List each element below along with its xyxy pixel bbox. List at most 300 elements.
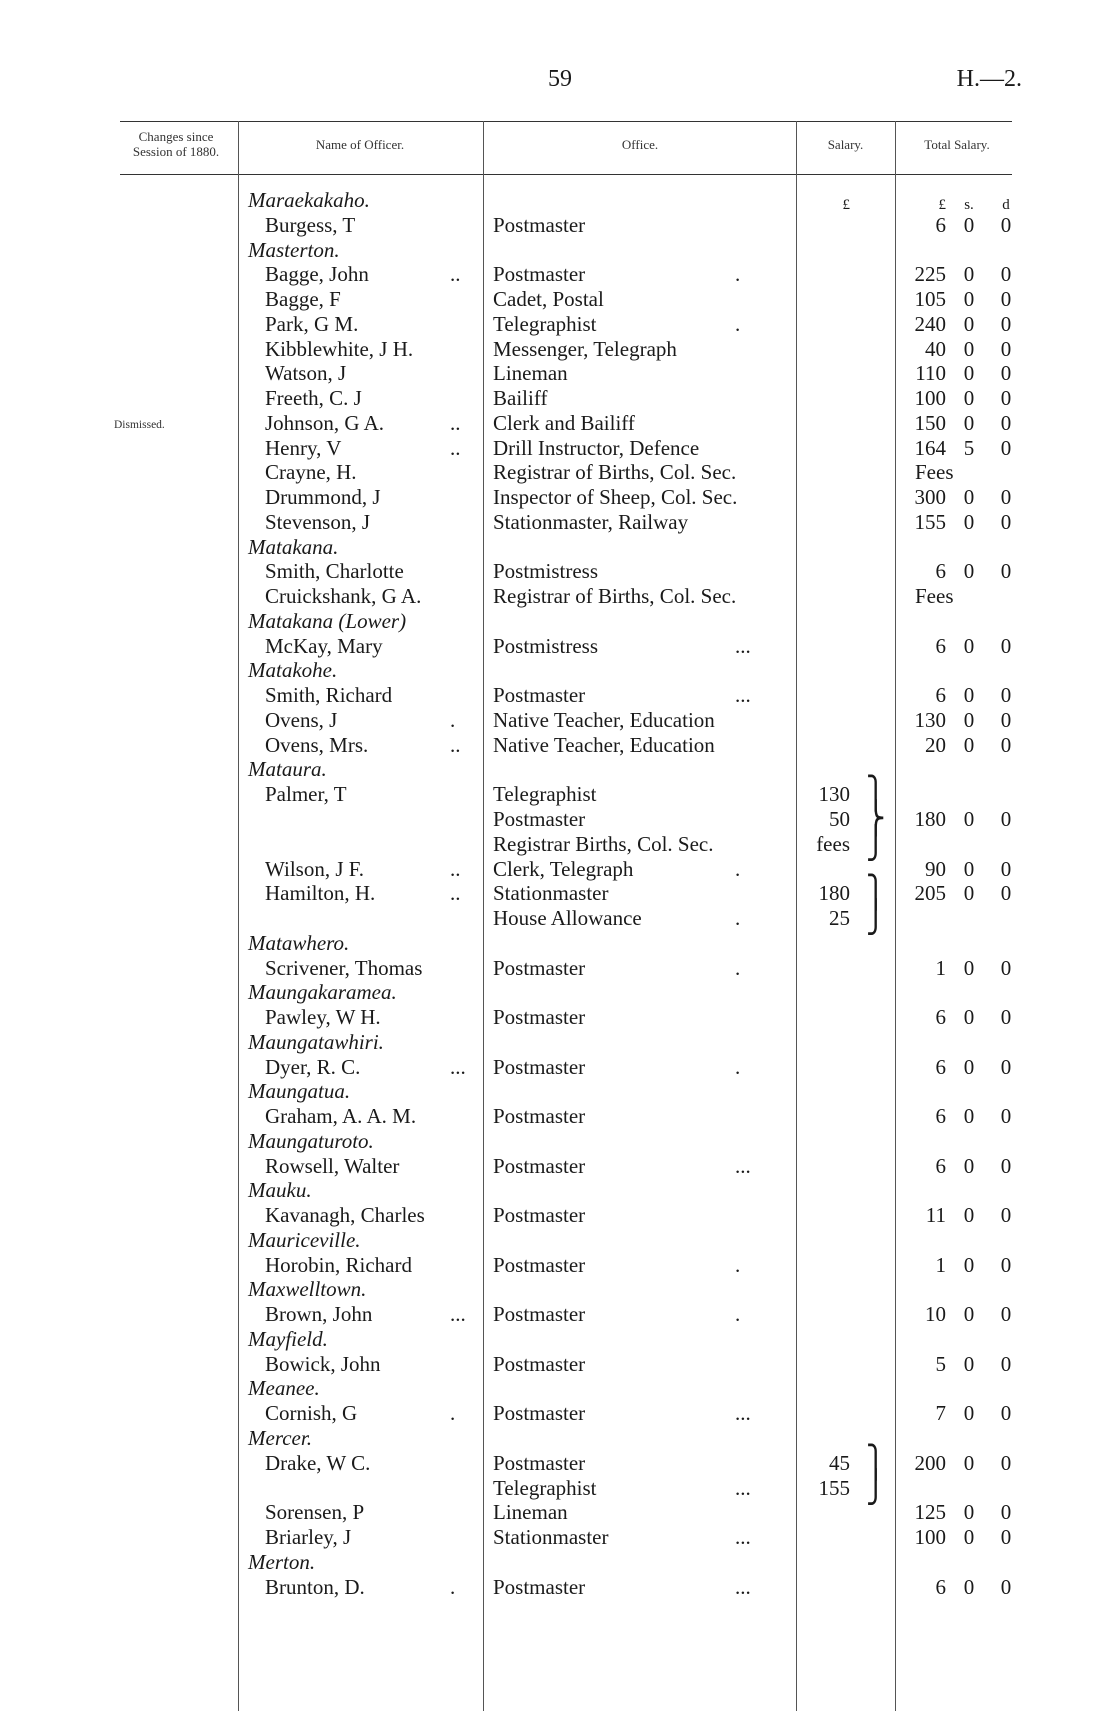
place-heading-row bbox=[0, 1030, 1114, 1054]
place-heading-row bbox=[0, 1079, 1114, 1103]
officer-name: McKay, Mary bbox=[265, 633, 383, 658]
office-title: Stationmaster, Railway bbox=[493, 509, 689, 534]
table-row bbox=[0, 733, 1114, 757]
total-shillings: 0 bbox=[963, 1302, 975, 1327]
officer-name: Sorensen, P bbox=[265, 1500, 365, 1525]
officer-name: Dyer, R. C. bbox=[265, 1054, 361, 1079]
leader-dots: .. bbox=[450, 262, 461, 287]
officer-name: Cornish, G bbox=[265, 1401, 358, 1426]
place-heading-row bbox=[0, 1426, 1114, 1450]
table-row bbox=[0, 1302, 1114, 1326]
table-row bbox=[0, 584, 1114, 608]
leader-dots: . bbox=[450, 1574, 456, 1599]
total-shillings: 0 bbox=[963, 559, 975, 584]
total-shillings: 0 bbox=[963, 1054, 975, 1079]
document-reference: H.—2. bbox=[956, 66, 1022, 92]
leader-dots: ... bbox=[735, 1525, 751, 1550]
table-row bbox=[0, 683, 1114, 707]
total-shillings: 0 bbox=[963, 807, 975, 831]
total-pounds: 125 bbox=[914, 1500, 946, 1525]
total-pounds: 6 bbox=[935, 1574, 946, 1599]
total-pounds: 6 bbox=[935, 633, 946, 658]
total-pounds: 180 bbox=[914, 807, 946, 831]
total-pence: 0 bbox=[1000, 683, 1012, 708]
table-row bbox=[0, 801, 1114, 836]
leader-dots: . bbox=[450, 1401, 456, 1426]
total-shillings: 0 bbox=[963, 732, 975, 757]
table-row bbox=[0, 1575, 1114, 1599]
place-name: Maxwelltown. bbox=[248, 1277, 367, 1302]
table-row bbox=[0, 312, 1114, 336]
total-pounds: 6 bbox=[935, 1153, 946, 1178]
place-heading-row bbox=[0, 980, 1114, 1004]
officer-name: Brunton, D. bbox=[265, 1574, 365, 1599]
place-name: Meanee. bbox=[248, 1376, 320, 1401]
place-heading-row bbox=[0, 658, 1114, 682]
total-pounds: 20 bbox=[925, 732, 946, 757]
salary-value: fees bbox=[816, 831, 850, 856]
officer-name: Briarley, J bbox=[265, 1525, 352, 1550]
place-heading-row bbox=[0, 1178, 1114, 1202]
total-pounds: 110 bbox=[915, 361, 946, 386]
total-shillings: 0 bbox=[963, 485, 975, 510]
officer-name: Park, G M. bbox=[265, 311, 359, 336]
table-row bbox=[0, 411, 1114, 435]
office-title: Stationmaster bbox=[493, 881, 609, 906]
total-pounds: 11 bbox=[925, 1203, 946, 1228]
total-pence: 0 bbox=[1000, 212, 1012, 237]
leader-dots: ... bbox=[735, 1153, 751, 1178]
officer-name: Kibblewhite, J H. bbox=[265, 336, 414, 361]
brace-mark: ⎭ bbox=[866, 900, 886, 935]
total-shillings: 0 bbox=[963, 287, 975, 312]
table-row bbox=[0, 1469, 1114, 1505]
total-shillings: 0 bbox=[963, 1153, 975, 1178]
officer-name: Henry, V bbox=[265, 435, 342, 460]
total-pence: 0 bbox=[1000, 361, 1012, 386]
leader-dots: ... bbox=[735, 1401, 751, 1426]
total-pence: 0 bbox=[1000, 1153, 1012, 1178]
total-pounds: 155 bbox=[914, 509, 946, 534]
table-row bbox=[0, 776, 1114, 812]
leader-dots: . bbox=[735, 955, 741, 980]
office-title: Drill Instructor, Defence bbox=[493, 435, 700, 460]
header-total-salary: Total Salary. bbox=[924, 136, 990, 152]
place-name: Merton. bbox=[248, 1549, 316, 1574]
leader-dots: . bbox=[450, 707, 456, 732]
salary-value: 25 bbox=[829, 906, 850, 931]
officer-name: Ovens, J bbox=[265, 707, 338, 732]
total-pounds: 10 bbox=[925, 1302, 946, 1327]
total-pounds: 5 bbox=[935, 1351, 946, 1376]
total-shillings: 0 bbox=[963, 1203, 975, 1228]
officer-name: Ovens, Mrs. bbox=[265, 732, 369, 757]
total-shillings: 0 bbox=[963, 386, 975, 411]
leader-dots: ... bbox=[735, 1574, 751, 1599]
place-name: Masterton. bbox=[248, 237, 340, 262]
total-pence: 0 bbox=[1000, 311, 1012, 336]
total-pence: 0 bbox=[1000, 856, 1012, 881]
office-title: Postmaster bbox=[493, 1203, 586, 1228]
officer-name: Smith, Richard bbox=[265, 683, 393, 708]
total-pence: 0 bbox=[1000, 707, 1012, 732]
total-pence-unit: d bbox=[1002, 197, 1010, 213]
salary-value: 50 bbox=[829, 807, 850, 831]
office-title: Postmaster bbox=[493, 1054, 586, 1079]
total-shillings: 0 bbox=[963, 1401, 975, 1426]
table-row bbox=[0, 1352, 1114, 1376]
salary-value: 45 bbox=[829, 1450, 850, 1475]
total-pence: 0 bbox=[1000, 509, 1012, 534]
leader-dots: ... bbox=[735, 1475, 751, 1500]
officer-name: Johnson, G A. bbox=[265, 410, 385, 435]
total-shillings: 0 bbox=[963, 1574, 975, 1599]
leader-dots: . bbox=[735, 856, 741, 881]
place-name: Mauku. bbox=[248, 1178, 312, 1203]
total-pence: 0 bbox=[1000, 410, 1012, 435]
total-shillings: 0 bbox=[963, 509, 975, 534]
total-pounds: 205 bbox=[914, 881, 946, 906]
officer-name: Freeth, C. J bbox=[265, 386, 362, 411]
leader-dots: . bbox=[735, 1054, 741, 1079]
total-pence: 0 bbox=[1000, 435, 1012, 460]
place-heading-row bbox=[0, 1327, 1114, 1351]
total-pounds: 105 bbox=[914, 287, 946, 312]
total-shillings: 0 bbox=[963, 955, 975, 980]
officer-name: Graham, A. A. M. bbox=[265, 1104, 417, 1129]
leader-dots: .. bbox=[450, 435, 461, 460]
leader-dots: .. bbox=[450, 732, 461, 757]
total-pounds: 6 bbox=[935, 212, 946, 237]
total-pence: 0 bbox=[1000, 1104, 1012, 1129]
place-name: Matakana (Lower) bbox=[248, 608, 407, 633]
leader-dots: . bbox=[735, 1252, 741, 1277]
office-title: Lineman bbox=[493, 361, 568, 386]
total-pounds: 6 bbox=[935, 683, 946, 708]
table-row bbox=[0, 1525, 1114, 1549]
place-name: Mayfield. bbox=[248, 1326, 328, 1351]
place-heading-row bbox=[0, 238, 1114, 262]
total-pounds: 225 bbox=[914, 262, 946, 287]
office-title: Registrar of Births, Col. Sec. bbox=[493, 584, 737, 609]
table-row bbox=[0, 1444, 1114, 1480]
brace-mark: ⎭ bbox=[866, 1469, 886, 1505]
table-row bbox=[0, 386, 1114, 410]
place-heading-row bbox=[0, 1228, 1114, 1252]
total-pence: 0 bbox=[1000, 881, 1012, 906]
total-shillings: 0 bbox=[963, 361, 975, 386]
place-heading-row bbox=[0, 1277, 1114, 1301]
officer-name: Smith, Charlotte bbox=[265, 559, 404, 584]
officer-name: Palmer, T bbox=[265, 782, 347, 807]
office-title: Postmaster bbox=[493, 1450, 586, 1475]
total-shillings: 0 bbox=[963, 1252, 975, 1277]
table-row bbox=[0, 436, 1114, 460]
total-pence: 0 bbox=[1000, 1525, 1012, 1550]
header-salary: Salary. bbox=[827, 136, 864, 152]
office-title: Postmistress bbox=[493, 559, 599, 584]
officer-name: Scrivener, Thomas bbox=[265, 955, 423, 980]
total-pence: 0 bbox=[1000, 287, 1012, 312]
office-title: Native Teacher, Education bbox=[493, 732, 715, 757]
header-bottom-rule bbox=[120, 174, 1012, 175]
place-name: Matawhero. bbox=[248, 930, 350, 955]
office-title: Postmaster bbox=[493, 1302, 586, 1327]
header-office: Office. bbox=[621, 136, 659, 152]
table-row bbox=[0, 875, 1114, 911]
officer-name: Hamilton, H. bbox=[265, 881, 376, 906]
total-pounds: 6 bbox=[935, 1054, 946, 1079]
total-pence: 0 bbox=[1000, 1500, 1012, 1525]
leader-dots: ... bbox=[735, 633, 751, 658]
total-pounds: 1 bbox=[935, 955, 946, 980]
total-pence: 0 bbox=[1000, 1252, 1012, 1277]
table-row bbox=[0, 262, 1114, 286]
total-pence: 0 bbox=[1000, 559, 1012, 584]
table-row bbox=[0, 1500, 1114, 1524]
place-heading-row bbox=[0, 1550, 1114, 1574]
place-name: Maungatawhiri. bbox=[248, 1029, 384, 1054]
total-shillings: 0 bbox=[963, 1500, 975, 1525]
total-pound-unit: £ bbox=[938, 197, 946, 213]
total-pence: 0 bbox=[1000, 1005, 1012, 1030]
total-pounds: 40 bbox=[925, 336, 946, 361]
place-name: Mataura. bbox=[248, 757, 327, 782]
office-title: Postmaster bbox=[493, 955, 586, 980]
total-shillings: 0 bbox=[963, 683, 975, 708]
table-row bbox=[0, 1005, 1114, 1029]
total-pence: 0 bbox=[1000, 485, 1012, 510]
table-row bbox=[0, 559, 1114, 583]
total-shillings: 0 bbox=[963, 410, 975, 435]
header-changes: Changes since Session of 1880. bbox=[132, 129, 220, 159]
total-pence: 0 bbox=[1000, 262, 1012, 287]
officer-name: Drummond, J bbox=[265, 485, 381, 510]
page-number: 59 bbox=[548, 66, 572, 92]
office-title: Cadet, Postal bbox=[493, 287, 604, 312]
officer-name: Stevenson, J bbox=[265, 509, 370, 534]
table-row bbox=[0, 956, 1114, 980]
total-shillings: 0 bbox=[963, 1525, 975, 1550]
total-shillings: 0 bbox=[963, 856, 975, 881]
total-pounds: 7 bbox=[935, 1401, 946, 1426]
place-heading-row bbox=[0, 931, 1114, 955]
salary-value: 130 bbox=[818, 782, 850, 807]
total-pounds: 1 bbox=[935, 1252, 946, 1277]
leader-dots: ... bbox=[450, 1054, 466, 1079]
total-pence: 0 bbox=[1000, 1203, 1012, 1228]
total-pounds: 150 bbox=[914, 410, 946, 435]
table-row bbox=[0, 287, 1114, 311]
total-fees: Fees bbox=[915, 460, 954, 485]
place-heading-row bbox=[0, 535, 1114, 559]
table-row bbox=[0, 825, 1114, 861]
place-heading-row bbox=[0, 609, 1114, 633]
total-pounds: 90 bbox=[925, 856, 946, 881]
total-shillings: 0 bbox=[963, 1005, 975, 1030]
office-title: Postmaster bbox=[493, 1252, 586, 1277]
leader-dots: . bbox=[735, 262, 741, 287]
salary-value: 155 bbox=[818, 1475, 850, 1500]
dismissed-note: Dismissed. bbox=[114, 419, 165, 431]
brace-mark: ⎫ bbox=[866, 875, 886, 911]
total-shillings: 0 bbox=[963, 336, 975, 361]
leader-dots: . bbox=[735, 906, 741, 931]
place-name: Mauriceville. bbox=[248, 1227, 361, 1252]
place-name: Maungaturoto. bbox=[248, 1128, 374, 1153]
place-name: Maraekakaho. bbox=[248, 188, 370, 212]
officer-name: Drake, W C. bbox=[265, 1450, 371, 1475]
salary-value: 180 bbox=[818, 881, 850, 906]
total-pounds: 100 bbox=[914, 1525, 946, 1550]
table-row bbox=[0, 900, 1114, 935]
leader-dots: ... bbox=[450, 1302, 466, 1327]
office-title: Telegraphist bbox=[493, 1475, 597, 1500]
officer-name: Brown, John bbox=[265, 1302, 373, 1327]
brace-mark: ⎭ bbox=[866, 825, 886, 861]
place-name: Mercer. bbox=[248, 1426, 312, 1450]
table-row bbox=[0, 1253, 1114, 1277]
brace-mark: ⎫ bbox=[866, 1444, 886, 1480]
office-title: Stationmaster bbox=[493, 1525, 609, 1550]
table-row bbox=[0, 1104, 1114, 1128]
total-pounds: 100 bbox=[914, 386, 946, 411]
table-row bbox=[0, 1203, 1114, 1227]
total-pence: 0 bbox=[1000, 386, 1012, 411]
officer-name: Bagge, John bbox=[265, 262, 369, 287]
office-title: Postmaster bbox=[493, 1153, 586, 1178]
table-row bbox=[0, 337, 1114, 361]
total-pence: 0 bbox=[1000, 1401, 1012, 1426]
office-title: Registrar of Births, Col. Sec. bbox=[493, 460, 737, 485]
office-title: Registrar Births, Col. Sec. bbox=[493, 831, 714, 856]
leader-dots: . bbox=[735, 1302, 741, 1327]
place-heading-row bbox=[0, 1129, 1114, 1153]
brace-mark: ⎬ bbox=[866, 801, 886, 836]
leader-dots: .. bbox=[450, 881, 461, 906]
table-row bbox=[0, 857, 1114, 881]
place-heading-row bbox=[0, 757, 1114, 781]
total-shillings: 5 bbox=[963, 435, 975, 460]
table-row bbox=[0, 1154, 1114, 1178]
leader-dots: .. bbox=[450, 856, 461, 881]
officer-name: Burgess, T bbox=[265, 212, 356, 237]
officer-name: Bagge, F bbox=[265, 287, 341, 312]
total-pence: 0 bbox=[1000, 1351, 1012, 1376]
total-shillings: 0 bbox=[963, 1104, 975, 1129]
officer-name: Crayne, H. bbox=[265, 460, 357, 485]
total-pence: 0 bbox=[1000, 1302, 1012, 1327]
total-pounds: 300 bbox=[914, 485, 946, 510]
table-row bbox=[0, 361, 1114, 385]
office-title: Messenger, Telegraph bbox=[493, 336, 677, 361]
salary-pound-unit: £ bbox=[842, 197, 850, 213]
total-pounds: 6 bbox=[935, 1104, 946, 1129]
header-name: Name of Officer. bbox=[315, 136, 405, 152]
officer-name: Pawley, W H. bbox=[265, 1005, 381, 1030]
office-title: Postmistress bbox=[493, 633, 599, 658]
table-row bbox=[0, 1401, 1114, 1425]
office-title: Postmaster bbox=[493, 807, 586, 831]
office-title: Postmaster bbox=[493, 1351, 586, 1376]
total-shillings: 0 bbox=[963, 311, 975, 336]
total-pence: 0 bbox=[1000, 955, 1012, 980]
total-shillings: 0 bbox=[963, 633, 975, 658]
officer-name: Bowick, John bbox=[265, 1351, 381, 1376]
total-pounds: 200 bbox=[914, 1450, 946, 1475]
place-name: Maungatua. bbox=[248, 1079, 351, 1104]
office-title: Postmaster bbox=[493, 1104, 586, 1129]
total-pence: 0 bbox=[1000, 807, 1012, 831]
place-heading-row bbox=[0, 1376, 1114, 1400]
total-shillings: 0 bbox=[963, 212, 975, 237]
total-pounds: 240 bbox=[914, 311, 946, 336]
office-title: Bailiff bbox=[493, 386, 548, 411]
total-shillings: 0 bbox=[963, 1351, 975, 1376]
officer-name: Kavanagh, Charles bbox=[265, 1203, 425, 1228]
officer-name: Horobin, Richard bbox=[265, 1252, 412, 1277]
officer-name: Wilson, J F. bbox=[265, 856, 364, 881]
total-fees: Fees bbox=[915, 584, 954, 609]
total-shillings: 0 bbox=[963, 707, 975, 732]
office-title: Inspector of Sheep, Col. Sec. bbox=[493, 485, 738, 510]
total-pence: 0 bbox=[1000, 1054, 1012, 1079]
leader-dots: ... bbox=[735, 683, 751, 708]
place-name: Matakohe. bbox=[248, 658, 338, 683]
total-shillings: 0 bbox=[963, 262, 975, 287]
table-row bbox=[0, 1055, 1114, 1079]
office-title: Postmaster bbox=[493, 212, 586, 237]
office-title: Native Teacher, Education bbox=[493, 707, 715, 732]
place-heading-row bbox=[0, 188, 1114, 212]
table-row bbox=[0, 510, 1114, 534]
table-row bbox=[0, 708, 1114, 732]
leader-dots: .. bbox=[450, 410, 461, 435]
total-pence: 0 bbox=[1000, 336, 1012, 361]
office-title: Lineman bbox=[493, 1500, 568, 1525]
office-title: Postmaster bbox=[493, 262, 586, 287]
total-pounds: 6 bbox=[935, 1005, 946, 1030]
office-title: House Allowance bbox=[493, 906, 642, 931]
total-shillings: 0 bbox=[963, 1450, 975, 1475]
total-pounds: 6 bbox=[935, 559, 946, 584]
office-title: Telegraphist bbox=[493, 782, 597, 807]
office-title: Clerk, Telegraph bbox=[493, 856, 634, 881]
total-pence: 0 bbox=[1000, 732, 1012, 757]
total-pounds: 130 bbox=[914, 707, 946, 732]
total-pence: 0 bbox=[1000, 1450, 1012, 1475]
total-shilling-unit: s. bbox=[964, 197, 974, 213]
table-row bbox=[0, 485, 1114, 509]
leader-dots: . bbox=[735, 311, 741, 336]
table-row bbox=[0, 213, 1114, 237]
total-pence: 0 bbox=[1000, 1574, 1012, 1599]
officer-name: Watson, J bbox=[265, 361, 347, 386]
officer-name: Cruickshank, G A. bbox=[265, 584, 422, 609]
total-shillings: 0 bbox=[963, 881, 975, 906]
table-row bbox=[0, 634, 1114, 658]
place-name: Maungakaramea. bbox=[248, 980, 397, 1005]
office-title: Postmaster bbox=[493, 683, 586, 708]
brace-mark: ⎫ bbox=[866, 776, 886, 812]
office-title: Telegraphist bbox=[493, 311, 597, 336]
table-row bbox=[0, 460, 1114, 484]
office-title: Postmaster bbox=[493, 1574, 586, 1599]
office-title: Postmaster bbox=[493, 1005, 586, 1030]
office-title: Postmaster bbox=[493, 1401, 586, 1426]
total-pence: 0 bbox=[1000, 633, 1012, 658]
office-title: Clerk and Bailiff bbox=[493, 410, 635, 435]
